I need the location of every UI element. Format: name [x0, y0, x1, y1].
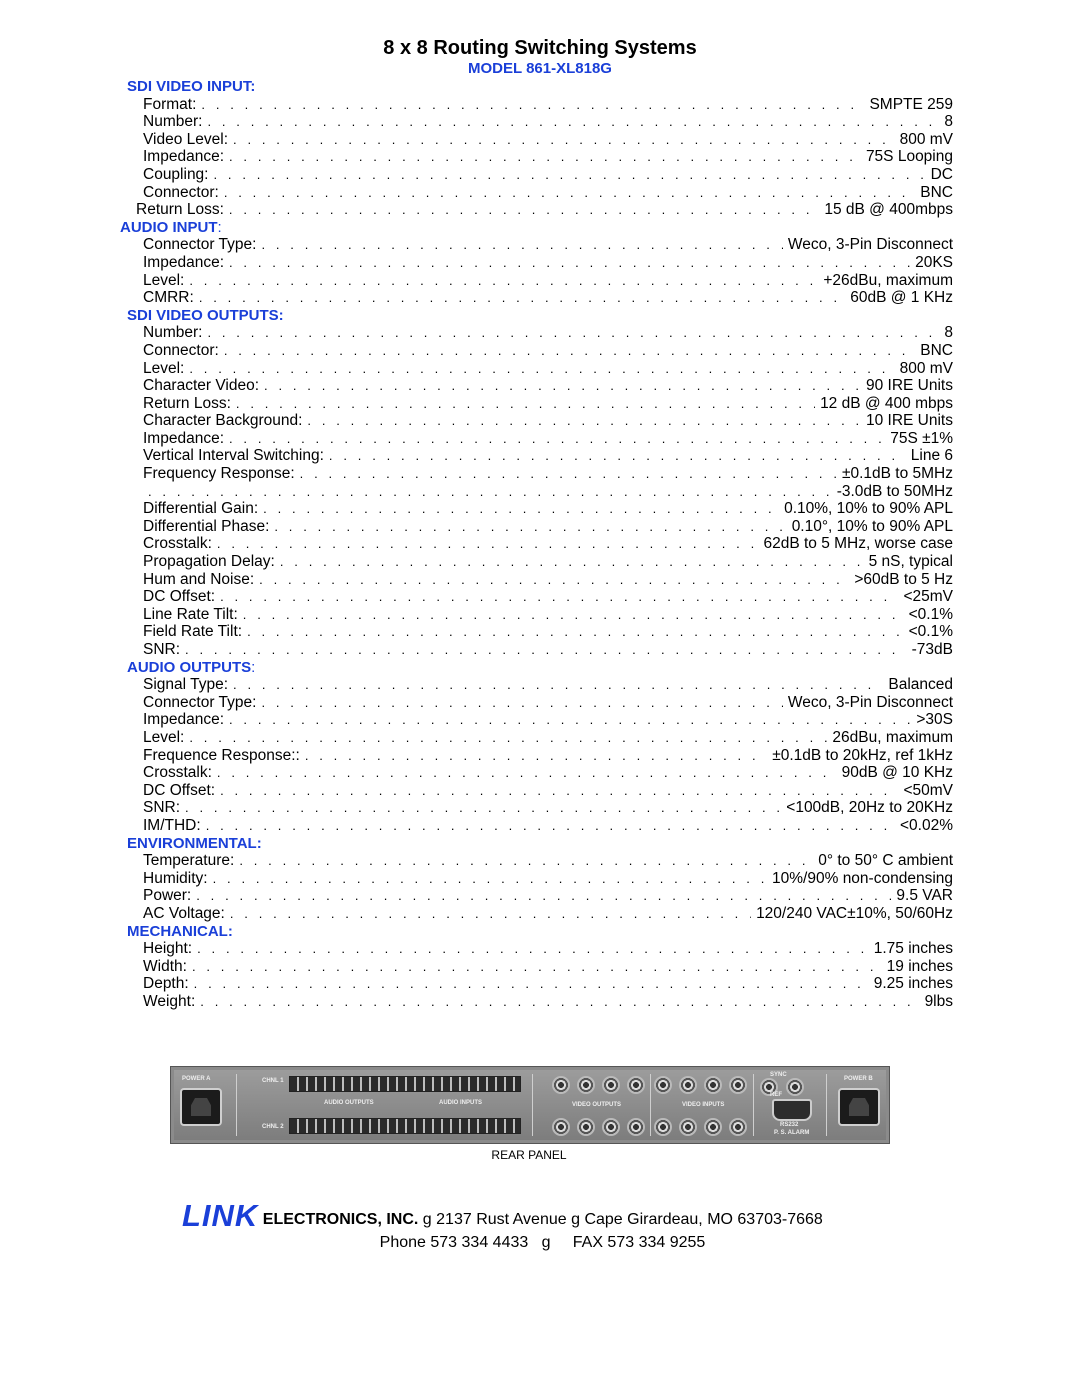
section-heading [0, 659, 1080, 677]
section-heading [0, 923, 1080, 941]
spec-value: 19 inches [886, 957, 953, 975]
spec-label: Return Loss: [143, 394, 231, 412]
spec-value: -73dB [911, 641, 953, 658]
spec-value: -3.0dB to 50MHz [836, 482, 953, 500]
video-output-bnc [602, 1118, 620, 1136]
spec-row [0, 958, 953, 976]
fax-number: FAX 573 334 9255 [572, 1234, 706, 1251]
spec-label: Hum and Noise: [143, 570, 255, 588]
spec-row [0, 940, 953, 958]
spec-row [0, 184, 953, 202]
spec-label: Crosstalk: [143, 535, 212, 553]
page-title: 8 x 8 Routing Switching Systems [383, 37, 697, 59]
footer-address [182, 1198, 823, 1234]
dot-leader [243, 606, 904, 624]
spec-label: DC Offset: [143, 588, 216, 606]
spec-value: 12 dB @ 400 mbps [820, 394, 953, 412]
dot-leader [189, 729, 827, 747]
section-heading-colon: : [251, 658, 256, 676]
power-b-label: POWER B [844, 1076, 873, 1082]
spec-row [0, 289, 953, 307]
ref-label: REF [770, 1092, 782, 1098]
spec-row [0, 377, 953, 395]
spec-row [0, 870, 953, 888]
dot-leader [185, 641, 907, 659]
spec-label: Weight: [143, 992, 196, 1010]
spec-row [0, 96, 953, 114]
spec-value: <50mV [903, 781, 953, 799]
spec-row [0, 817, 953, 835]
dot-leader [274, 518, 786, 536]
spec-value: >30S [916, 711, 953, 729]
dot-leader [189, 272, 818, 290]
spec-value: 10 IRE Units [865, 412, 953, 430]
spec-value: 0.10°, 10% to 90% APL [791, 517, 953, 535]
spec-sheet [0, 78, 1080, 1010]
dot-leader [220, 588, 898, 606]
spec-row [0, 447, 953, 465]
spec-label: Connector Type: [143, 693, 257, 711]
spec-value: 800 mV [899, 359, 953, 377]
spec-label: Depth: [143, 975, 189, 993]
spec-label: Crosstalk: [143, 764, 212, 782]
video-inputs-label: VIDEO INPUTS [682, 1102, 725, 1108]
spec-label: Impedance: [143, 148, 224, 166]
spec-value: ±0.1dB to 5MHz [841, 465, 953, 483]
dot-leader [261, 236, 782, 254]
street-address: 2137 Rust Avenue [436, 1211, 567, 1228]
dot-leader [201, 96, 864, 114]
spec-value: 9lbs [924, 992, 953, 1010]
dot-leader [300, 465, 837, 483]
panel-divider [532, 1074, 533, 1136]
dot-leader [229, 254, 910, 272]
spec-row [0, 518, 953, 536]
spec-label: Differential Gain: [143, 500, 259, 518]
spec-row [0, 166, 953, 184]
video-input-bnc [654, 1076, 672, 1094]
spec-value: BNC [920, 341, 953, 359]
spec-value: SMPTE 259 [869, 95, 953, 113]
section-heading-text: SDI VIDEO OUTPUTS: [127, 306, 284, 324]
panel-divider [650, 1074, 651, 1136]
section-heading [0, 219, 1080, 237]
dot-leader [217, 535, 759, 553]
spec-value: 0° to 50° C ambient [818, 852, 953, 870]
spec-label: Number: [143, 324, 203, 342]
section-heading-text: AUDIO OUTPUTS [127, 658, 252, 676]
video-input-bnc [704, 1118, 722, 1136]
spec-label: Impedance: [143, 429, 224, 447]
spec-row [0, 799, 953, 817]
spec-label: Propagation Delay: [143, 553, 275, 571]
spec-value: 0.10%, 10% to 90% APL [784, 500, 953, 518]
rs232-label: RS232 [780, 1122, 799, 1128]
spec-value: <0.02% [899, 816, 953, 834]
panel-divider [236, 1074, 237, 1136]
spec-row [0, 412, 953, 430]
dot-leader [229, 201, 819, 219]
spec-value: ±0.1dB to 20kHz, ref 1kHz [772, 746, 953, 764]
spec-value: 9.5 VAR [896, 887, 953, 905]
spec-label: Character Background: [143, 412, 303, 430]
spec-label: Level: [143, 728, 185, 746]
spec-row [0, 483, 953, 501]
sync-label: SYNC [770, 1072, 787, 1078]
rear-panel-image [170, 1066, 890, 1144]
dot-leader [197, 940, 869, 958]
section-heading-text: MECHANICAL: [127, 922, 233, 940]
spec-label: IM/THD: [143, 816, 201, 834]
dot-leader [224, 342, 915, 360]
spec-label: SNR: [143, 641, 181, 658]
spec-row [0, 887, 953, 905]
spec-value: 60dB @ 1 KHz [850, 289, 953, 307]
dot-leader [247, 623, 904, 641]
model-number: MODEL 861-XL818G [468, 60, 612, 77]
spec-value: 5 nS, typical [868, 553, 953, 571]
chnl2-label: CHNL 2 [262, 1124, 284, 1130]
dot-leader [199, 289, 845, 307]
video-output-bnc [627, 1076, 645, 1094]
brand-logo: LINK [182, 1198, 259, 1233]
spec-row [0, 694, 953, 712]
video-input-bnc [729, 1076, 747, 1094]
spec-value: BNC [920, 183, 953, 201]
spec-row [0, 588, 953, 606]
dot-leader [229, 711, 911, 729]
dot-leader [229, 148, 861, 166]
spec-value: 1.75 inches [873, 940, 953, 958]
spec-row [0, 641, 953, 659]
dot-leader [329, 447, 906, 465]
spec-label: Level: [143, 271, 185, 289]
spec-row [0, 254, 953, 272]
spec-value: 62dB to 5 MHz, worse case [763, 535, 953, 553]
audio-terminal-block-bottom [289, 1118, 521, 1134]
video-output-bnc [577, 1076, 595, 1094]
spec-row [0, 113, 953, 131]
spec-value: DC [930, 165, 953, 183]
spec-row [0, 764, 953, 782]
video-output-bnc [552, 1076, 570, 1094]
spec-label: Humidity: [143, 869, 208, 887]
spec-label: Format: [143, 95, 197, 113]
spec-label: Return Loss: [136, 201, 224, 219]
dot-leader [207, 113, 939, 131]
dot-leader [229, 430, 885, 448]
video-outputs-label: VIDEO OUTPUTS [572, 1102, 622, 1108]
dot-leader [217, 764, 837, 782]
dot-leader [189, 360, 894, 378]
rs232-connector [772, 1099, 812, 1121]
spec-value: +26dBu, maximum [823, 271, 953, 289]
spec-row [0, 272, 953, 290]
spec-row [0, 201, 953, 219]
separator: g [541, 1234, 551, 1251]
spec-label: SNR: [143, 799, 181, 817]
spec-row [0, 852, 953, 870]
spec-row [0, 535, 953, 553]
section-heading-text: AUDIO INPUT [120, 218, 218, 236]
dot-leader [261, 694, 782, 712]
spec-label: Impedance: [143, 711, 224, 729]
dot-leader [233, 676, 883, 694]
video-output-bnc [577, 1118, 595, 1136]
dot-leader [224, 184, 915, 202]
panel-divider [753, 1074, 754, 1136]
spec-value: 20KS [915, 253, 953, 271]
spec-row [0, 905, 953, 923]
spec-row [0, 236, 953, 254]
spec-value: 120/240 VAC±10%, 50/60Hz [756, 904, 953, 922]
section-heading [0, 78, 1080, 96]
spec-row [0, 676, 953, 694]
spec-value: Line 6 [910, 447, 953, 465]
dot-leader [214, 166, 926, 184]
spec-label: Coupling: [143, 165, 209, 183]
spec-row [0, 360, 953, 378]
dot-leader [220, 782, 898, 800]
dot-leader [233, 131, 895, 149]
spec-label: CMRR: [143, 289, 194, 307]
spec-row [0, 342, 953, 360]
spec-label: Frequency Response: [143, 465, 295, 483]
spec-value: <0.1% [908, 623, 953, 641]
separator: g [422, 1211, 432, 1228]
spec-row [0, 465, 953, 483]
video-output-bnc [602, 1076, 620, 1094]
spec-row [0, 571, 953, 589]
power-b-inlet [838, 1088, 880, 1126]
spec-label: Connector: [143, 183, 219, 201]
spec-label: Impedance: [143, 253, 224, 271]
city-state-zip: Cape Girardeau, MO 63703-7668 [584, 1211, 823, 1228]
chnl1-label: CHNL 1 [262, 1078, 284, 1084]
spec-value: 90 IRE Units [865, 377, 953, 395]
spec-row [0, 711, 953, 729]
dot-leader [200, 993, 919, 1011]
dot-leader [239, 852, 813, 870]
dot-leader [263, 500, 779, 518]
footer-contact [0, 1234, 1080, 1252]
panel-divider [826, 1074, 827, 1136]
spec-row [0, 747, 953, 765]
spec-row [0, 500, 953, 518]
spec-row [0, 975, 953, 993]
spec-label: Vertical Interval Switching: [143, 447, 324, 465]
video-input-bnc [704, 1076, 722, 1094]
spec-label: Field Rate Tilt: [143, 623, 243, 641]
spec-label: DC Offset: [143, 781, 216, 799]
spec-label: AC Voltage: [143, 904, 225, 922]
spec-row [0, 606, 953, 624]
spec-value: 90dB @ 10 KHz [841, 764, 953, 782]
spec-value: 800 mV [899, 130, 953, 148]
spec-label: Character Video: [143, 377, 260, 395]
spec-row [0, 553, 953, 571]
power-a-inlet [180, 1088, 222, 1126]
company-name: ELECTRONICS, INC. [262, 1211, 419, 1228]
dot-leader [280, 553, 864, 571]
spec-value: 15 dB @ 400mbps [824, 201, 953, 219]
dot-leader [230, 905, 751, 923]
spec-value: <100dB, 20Hz to 20KHz [786, 799, 953, 817]
spec-value: <0.1% [908, 605, 953, 623]
dot-leader [259, 571, 849, 589]
phone-number: Phone 573 334 4433 [379, 1234, 529, 1251]
spec-value: 8 [944, 324, 953, 342]
spec-value: 10%/90% non-condensing [772, 869, 953, 887]
dot-leader [194, 975, 869, 993]
separator: g [571, 1211, 580, 1228]
dot-leader [207, 324, 939, 342]
video-output-bnc [552, 1118, 570, 1136]
spec-label: Power: [143, 887, 192, 905]
sync-bnc [786, 1078, 804, 1096]
dot-leader [196, 887, 891, 905]
video-output-bnc [627, 1118, 645, 1136]
power-a-label: POWER A [182, 1076, 211, 1082]
spec-label: Connector Type: [143, 236, 257, 254]
spec-label: Frequence Response:: [143, 746, 300, 764]
spec-value: <25mV [903, 588, 953, 606]
rear-panel-face [174, 1070, 886, 1140]
video-input-bnc [679, 1076, 697, 1094]
dot-leader [236, 395, 815, 413]
spec-value: Weco, 3-Pin Disconnect [787, 236, 953, 254]
spec-value: 75S ±1% [890, 429, 953, 447]
section-heading-text: ENVIRONMENTAL: [127, 834, 262, 852]
spec-label: Signal Type: [143, 676, 229, 694]
spec-label: Differential Phase: [143, 517, 270, 535]
dot-leader [213, 870, 767, 888]
spec-row [0, 131, 953, 149]
spec-value: 8 [944, 113, 953, 131]
spec-label: Width: [143, 957, 187, 975]
dot-leader [264, 377, 861, 395]
section-heading-colon: : [217, 218, 222, 236]
spec-label: Level: [143, 359, 185, 377]
section-heading [0, 835, 1080, 853]
spec-value: >60dB to 5 Hz [854, 570, 953, 588]
audio-inputs-label: AUDIO INPUTS [439, 1100, 483, 1106]
spec-row [0, 782, 953, 800]
rear-panel-caption: REAR PANEL [491, 1148, 567, 1162]
audio-terminal-block-top [289, 1076, 521, 1092]
dot-leader [305, 747, 767, 765]
dot-leader [192, 958, 882, 976]
spec-label: Video Level: [143, 130, 229, 148]
spec-value: Weco, 3-Pin Disconnect [787, 693, 953, 711]
dot-leader [185, 799, 781, 817]
spec-row [0, 623, 953, 641]
spec-label: Height: [143, 940, 193, 958]
ps-alarm-label: P. S. ALARM [774, 1130, 810, 1136]
dot-leader [148, 483, 832, 501]
spec-row [0, 430, 953, 448]
spec-row [0, 729, 953, 747]
spec-value: 9.25 inches [873, 975, 953, 993]
dot-leader [307, 412, 861, 430]
spec-row [0, 148, 953, 166]
video-input-bnc [654, 1118, 672, 1136]
spec-label: Connector: [143, 341, 219, 359]
spec-row [0, 395, 953, 413]
spec-row [0, 993, 953, 1011]
section-heading-text: SDI VIDEO INPUT: [127, 78, 256, 95]
section-heading [0, 307, 1080, 325]
spec-value: Balanced [888, 676, 953, 694]
spec-label: Line Rate Tilt: [143, 605, 238, 623]
spec-label: Temperature: [143, 852, 235, 870]
spec-value: 26dBu, maximum [832, 728, 953, 746]
spec-value: 75S Looping [865, 148, 953, 166]
spec-label: Number: [143, 113, 203, 131]
video-input-bnc [729, 1118, 747, 1136]
audio-outputs-label: AUDIO OUTPUTS [324, 1100, 374, 1106]
dot-leader [206, 817, 895, 835]
spec-row [0, 324, 953, 342]
video-input-bnc [679, 1118, 697, 1136]
